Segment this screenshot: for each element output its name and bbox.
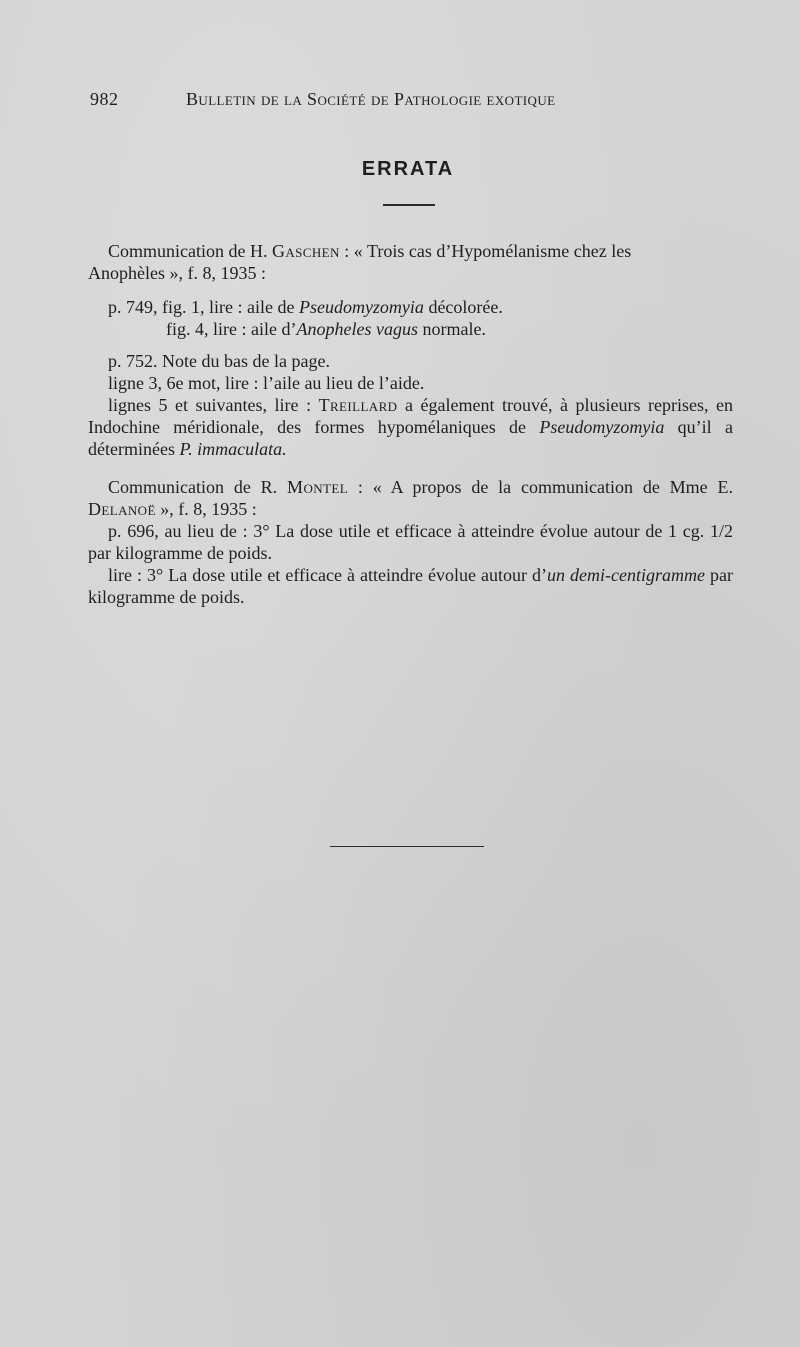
entry1-item3: p. 752. Note du bas de la page. [108, 351, 330, 371]
entry1-item5-mid: qu’il a déterminées [88, 417, 733, 459]
errata-body [88, 240, 733, 608]
entry2-item2-end: par kilogramme de poids. [88, 565, 733, 607]
running-head [90, 86, 640, 112]
entry1-intro-title: : « Trois cas d’Hypomélanisme chez les [339, 241, 632, 261]
entry1-intro-issue: Anophèles », f. 8, 1935 : [88, 263, 266, 283]
entry2-cited-author: Delanoë [88, 499, 156, 519]
entry2-item1: p. 696, au lieu de : 3° La dose utile et efficace à atteindre évolue autour de 1 cg. 1/2 par kilogramme de poids. [88, 521, 733, 563]
title-rule [383, 204, 435, 206]
entry1-intro-author: Communication de H. [108, 241, 272, 261]
entry1-item1-text: p. 749, fig. 1, lire : aile de [108, 297, 299, 317]
entry1-item1-species: Pseudomyzomyia [298, 297, 424, 317]
entry1-item5-species: Pseudomyzomyia [539, 417, 665, 437]
entry1-item2-species: Anopheles vagus [296, 319, 418, 339]
entry2-intro [88, 476, 733, 520]
entry2-intro-text: Communication de R. [108, 477, 288, 497]
entry1-item1-end: décolorée. [423, 297, 503, 317]
entry1-item5-text: lignes 5 et suivantes, lire : [108, 395, 319, 415]
entry1-item1 [88, 296, 733, 318]
entry2-item2-text: lire : 3° La dose utile et efficace à atteindre évolue autour d’ [108, 565, 547, 585]
entry2-intro-title: : « A propos de la communication de Mme E. [348, 477, 734, 497]
entry2-item2 [88, 564, 733, 608]
entry1-item4: ligne 3, 6e mot, lire : l’aile au lieu de l’aide. [108, 373, 425, 393]
entry1-intro [88, 240, 733, 284]
entry1-item2 [88, 318, 733, 340]
page-number: 982 [90, 89, 119, 109]
journal-title: Bulletin de la Société de Pathologie exotique [186, 89, 556, 109]
entry1-item2-end: normale. [417, 319, 486, 339]
section-title: ERRATA [361, 158, 455, 180]
entry2-item2-italic: un demi-centigramme [547, 565, 705, 585]
end-rule [330, 846, 484, 847]
entry1-author-name: Gaschen [271, 241, 340, 261]
entry1-item5-species2: P. immaculata. [179, 439, 287, 459]
entry1-item5-body: a également trouvé, à plusieurs reprises, en Indochine méridionale, des formes hypomélaniques de [88, 395, 733, 437]
entry1-item2-text: fig. 4, lire : aile d’ [166, 319, 297, 339]
entry1-item5 [88, 394, 733, 460]
entry2-intro-issue: », f. 8, 1935 : [155, 499, 257, 519]
entry2-author-name: Montel [287, 477, 349, 497]
entry1-item5-author: Treillard [318, 395, 398, 415]
